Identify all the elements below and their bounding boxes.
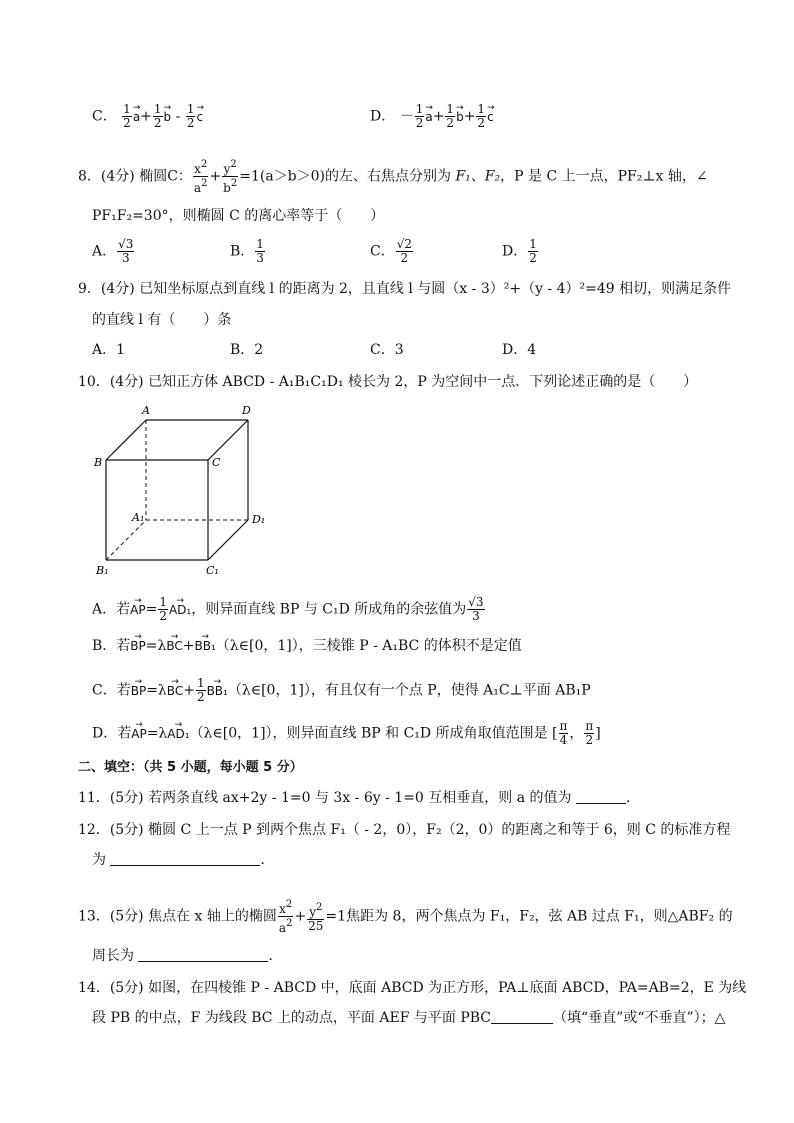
edge-C1D1 (208, 520, 248, 560)
q9-option-a: A．1 (92, 342, 126, 358)
q7-option-d: D． － $\frac{1}{2}$ → a+ $\frac{1}{2}$ → b+ $\frac{1}{2}$ → c (370, 103, 494, 130)
label-A1: A₁ (132, 511, 145, 524)
q7-option-c: C． $\frac{1}{2}$ → a+ $\frac{1}{2}$ → b - $\frac{1}{2}$ → c (92, 103, 203, 130)
q10-option-a: A．若→ AP= $\frac{1}{2}$ → AD₁，则异面直线 BP 与 C₁D 所成角的余弦值为 $\frac{√3}{3}$ (92, 596, 486, 623)
cube-figure (90, 400, 280, 580)
q12-stem-line1: 12．(5分) 椭圆 C 上一点 P 到两个焦点 F₁（ - 2，0），F₂（2，0）的距离之和等于 6，则 C 的标准方程 (78, 822, 731, 838)
q14-stem-line1: 14．(5分) 如图，在四棱锥 P - ABCD 中，底面 ABCD 为正方形，PA⊥底面 ABCD，PA=AB=2，E 为线 (78, 980, 747, 996)
q13-stem-line1: 13．(5分) 焦点在 x 轴上的椭圆 $\frac{x^2}{a^2}$ + $\frac{y^2}{25}$ =1焦距为 8，两个焦点为 F₁，F₂，弦 AB 过点 F₁，则△ABF₂ 的 (78, 899, 733, 935)
q10-option-b: B．若→ BP=λ→ BC+→ BB₁（λ∈[0，1]），三棱锥 P - A₁BC 的体积不是定值 (92, 636, 522, 656)
q13-answer-blank[interactable] (138, 947, 268, 962)
label-B1: B₁ (96, 564, 109, 577)
q8-option-a: A． $\frac{√3}{3}$ (92, 237, 134, 265)
label-D: D (242, 404, 251, 417)
q13-stem-line2: 周长为 ． (92, 948, 283, 964)
q11-answer-blank[interactable] (576, 789, 626, 804)
q8-stem-line2: PF₁F₂=30°，则椭圆 C 的离心率等于（ ） (92, 208, 385, 224)
q9-stem-line2: 的直线 l 有（ ）条 (92, 312, 232, 328)
q10-option-d: D．若→ AP=λ→ AD₁（λ∈[0，1]），则异面直线 BP 和 C₁D 所成角取值范围是 [ $\frac{\pi}{4}$ ， $\frac{\pi}{2}$ ] (92, 720, 601, 747)
q12-answer-blank[interactable] (110, 851, 260, 866)
label-D1: D₁ (252, 513, 266, 526)
q14-stem-line2: 段 PB 的中点，F 为线段 BC 上的动点，平面 AEF 与平面 PBC （填“垂直”或“不垂直”）；△ (92, 1010, 726, 1026)
q8-option-c: C． $\frac{√2}{2}$ (370, 237, 412, 265)
q9-option-c: C．3 (370, 342, 404, 358)
edge-CD (208, 420, 248, 460)
q9-stem-line1: 9．(4分) 已知坐标原点到直线 l 的距离为 2，且直线 l 与圆（x - 3）²+（y - 4）²=49 相切，则满足条件 (78, 281, 732, 297)
q8-option-b: B． $\frac{1}{3}$ (230, 237, 264, 265)
q9-option-b: B．2 (230, 342, 264, 358)
q14-answer-blank[interactable] (491, 1009, 553, 1024)
label-C: C (212, 456, 221, 469)
edge-BA (106, 420, 146, 460)
section-fill-in-title: 二、填空：（共 5 小题，每小题 5 分） (78, 760, 303, 775)
q10-stem: 10．(4分) 已知正方体 ABCD - A₁B₁C₁D₁ 棱长为 2，P 为空间中一点．下列论述正确的是（ ） (78, 374, 698, 390)
label-A: A (142, 404, 150, 417)
q8-option-d: D． $\frac{1}{2}$ (502, 237, 537, 265)
q8-stem-line1: 8．(4分) 椭圆C： $\frac{x^2}{a^2}$ + $\frac{y^2}{b^2}$ =1(a＞b＞0)的左、右焦点分别为 F₁、F₂，P 是 C 上一点，PF₂⊥x 轴，∠ (78, 159, 708, 195)
label-B: B (94, 456, 103, 469)
q12-stem-line2: 为 ． (92, 852, 275, 868)
q11-stem: 11．(5分) 若两条直线 ax+2y - 1=0 与 3x - 6y - 1=0 互相垂直，则 a 的值为 ． (78, 790, 640, 806)
q9-option-d: D．4 (502, 342, 537, 358)
label-C1: C₁ (206, 564, 219, 577)
q10-option-c: C．若→ BP=λ→ BC+ $\frac{1}{2}$ → BB₁（λ∈[0，1]），有且仅有一个点 P，使得 A₁C⊥平面 AB₁P (92, 677, 591, 704)
edge-B1A1-hidden (106, 520, 146, 560)
